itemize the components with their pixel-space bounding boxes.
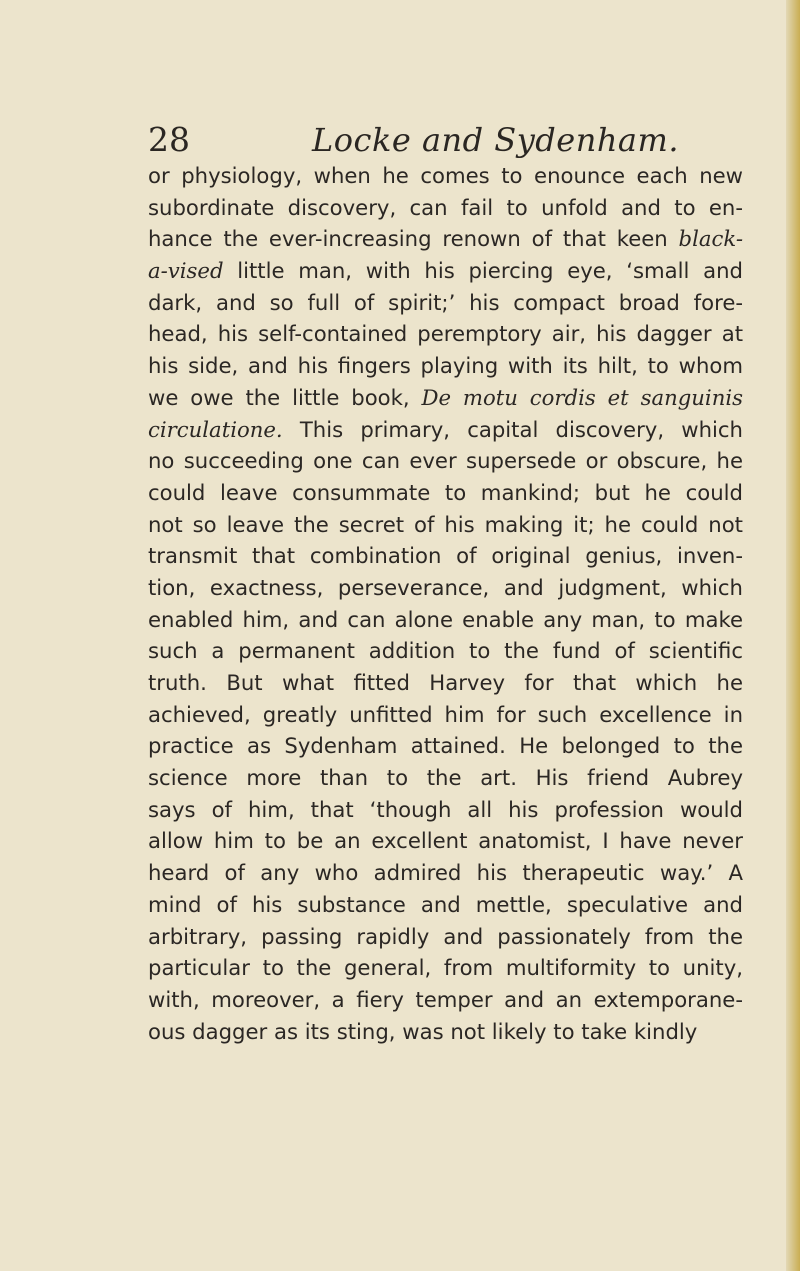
text-line xyxy=(148,223,743,255)
text-line xyxy=(148,540,743,572)
text-line xyxy=(148,762,743,794)
text-line xyxy=(148,667,743,699)
text-segment: with, moreover, a fiery temper and an extemporane- xyxy=(148,986,743,1012)
page-header xyxy=(148,118,748,166)
text-line xyxy=(148,255,743,287)
text-line xyxy=(148,414,743,446)
text-segment: no succeeding one can ever supersede or obscure, he xyxy=(148,448,743,474)
text-line xyxy=(148,572,743,604)
text-segment: arbitrary, passing rapidly and passionately from the xyxy=(148,923,743,949)
text-segment: tion, exactness, perseverance, and judgment, which xyxy=(148,574,743,600)
text-segment: mind of his substance and mettle, speculative and xyxy=(148,891,743,917)
text-line xyxy=(148,382,743,414)
text-line xyxy=(148,192,743,224)
text-line xyxy=(148,477,743,509)
text-segment: practice as Sydenham attained. He belonged to the xyxy=(148,733,743,759)
text-line xyxy=(148,952,743,984)
text-line xyxy=(148,889,743,921)
text-line xyxy=(148,921,743,953)
text-segment: transmit that combination of original genius, inven- xyxy=(148,543,743,569)
text-line xyxy=(148,699,743,731)
text-line xyxy=(148,1016,743,1048)
text-line xyxy=(148,287,743,319)
text-segment: or physiology, when he comes to enounce each new xyxy=(148,163,743,188)
text-line xyxy=(148,794,743,826)
text-segment: achieved, greatly unfitted him for such excellence in xyxy=(148,701,743,727)
text-line xyxy=(148,318,743,350)
text-segment: head, his self-contained peremptory air, his dagger at xyxy=(148,321,743,347)
italic-text: circulatione. xyxy=(148,416,283,442)
text-segment: says of him, that ‘though all his profession would xyxy=(148,796,743,822)
body-text xyxy=(148,160,743,1047)
text-segment: allow him to be an excellent anatomist, I have never xyxy=(148,828,743,854)
italic-text: a-vised xyxy=(148,258,224,284)
text-segment: such a permanent addition to the fund of scientific xyxy=(148,638,743,664)
text-line xyxy=(148,445,743,477)
text-segment: enabled him, and can alone enable any man, to make xyxy=(148,606,743,632)
text-line xyxy=(148,635,743,667)
text-segment: not so leave the secret of his making it; he could not xyxy=(148,511,743,537)
text-line xyxy=(148,160,743,192)
page-number: 28 xyxy=(148,120,190,159)
page-edge xyxy=(786,0,800,1271)
text-segment: hance the ever-increasing renown of that keen xyxy=(148,226,679,252)
text-segment: truth. But what fitted Harvey for that which he xyxy=(148,670,743,695)
text-line xyxy=(148,350,743,382)
text-segment: heard of any who admired his therapeutic way.’ A xyxy=(148,860,743,886)
text-segment: ous dagger as its sting, was not likely to take kindly xyxy=(148,1018,698,1044)
running-head: Locke and Sydenham. xyxy=(312,121,680,159)
text-segment: his side, and his fingers playing with its hilt, to whom xyxy=(148,353,743,379)
text-line xyxy=(148,604,743,636)
italic-text: black- xyxy=(678,226,743,252)
text-line xyxy=(148,509,743,541)
text-segment: subordinate discovery, can fail to unfold and to en- xyxy=(148,194,743,220)
italic-text: De motu cordis et sanguinis xyxy=(421,384,743,410)
text-line xyxy=(148,984,743,1016)
text-line xyxy=(148,825,743,857)
text-segment: little man, with his piercing eye, ‘small and xyxy=(223,258,743,284)
text-segment: science more than to the art. His friend Aubrey xyxy=(148,765,743,791)
text-line xyxy=(148,857,743,889)
text-segment: dark, and so full of spirit;’ his compact broad fore- xyxy=(148,289,743,315)
text-segment: particular to the general, from multiformity to unity, xyxy=(148,955,743,981)
text-segment: This primary, capital discovery, which xyxy=(282,416,743,442)
text-segment: could leave consummate to mankind; but he could xyxy=(148,479,743,505)
text-segment: we owe the little book, xyxy=(148,384,422,410)
text-line xyxy=(148,730,743,762)
